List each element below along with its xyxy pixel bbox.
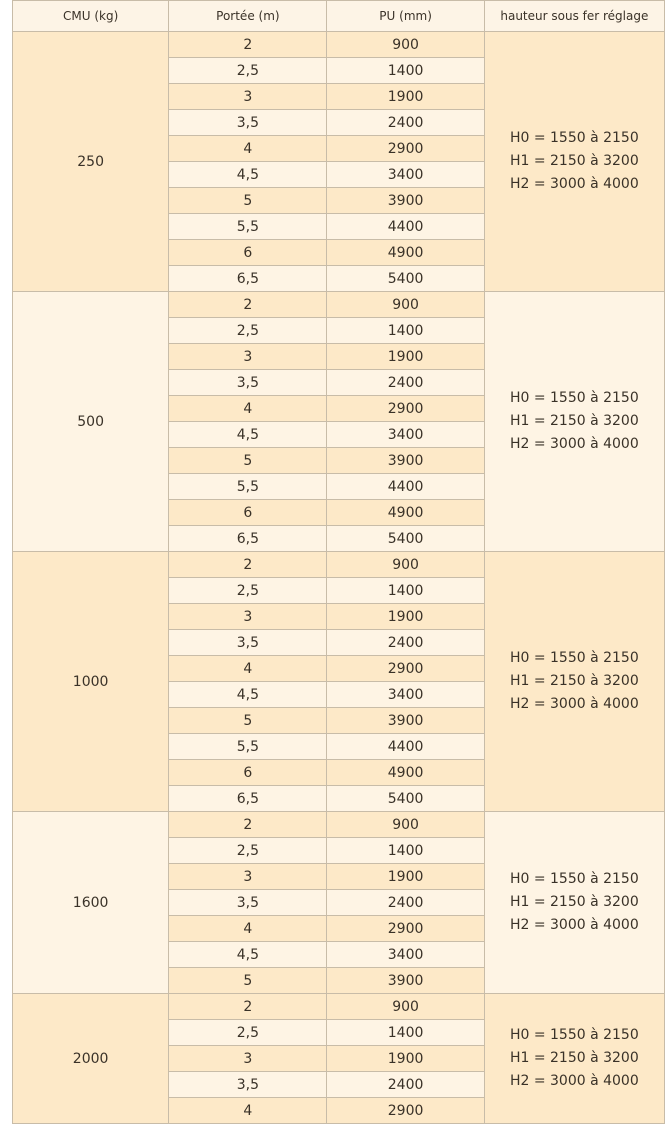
portee-cell: 4 <box>169 656 327 682</box>
portee-cell: 2,5 <box>169 578 327 604</box>
hauteur-cell <box>484 292 664 552</box>
table-row <box>13 32 665 58</box>
portee-cell: 5,5 <box>169 474 327 500</box>
portee-cell: 2 <box>169 32 327 58</box>
portee-cell: 3 <box>169 344 327 370</box>
hauteur-line: H1 = 2150 à 3200 <box>509 894 639 910</box>
pu-cell: 900 <box>327 812 484 838</box>
pu-cell: 4400 <box>327 214 484 240</box>
portee-cell: 5 <box>169 708 327 734</box>
cmu-cell: 1600 <box>13 812 169 994</box>
pu-cell: 1900 <box>327 1046 484 1072</box>
pu-cell: 1900 <box>327 604 484 630</box>
portee-cell: 2 <box>169 552 327 578</box>
portee-cell: 3,5 <box>169 1072 327 1098</box>
pu-cell: 2900 <box>327 656 484 682</box>
portee-cell: 3 <box>169 84 327 110</box>
pu-cell: 3900 <box>327 708 484 734</box>
hauteur-cell <box>484 994 664 1124</box>
pu-cell: 900 <box>327 552 484 578</box>
hauteur-line: H2 = 3000 à 4000 <box>509 176 639 192</box>
hauteur-line: H2 = 3000 à 4000 <box>509 1073 639 1089</box>
portee-cell: 2,5 <box>169 58 327 84</box>
portee-cell: 5 <box>169 188 327 214</box>
portee-cell: 3 <box>169 864 327 890</box>
pu-cell: 2400 <box>327 630 484 656</box>
header-row <box>13 1 665 32</box>
pu-cell: 3400 <box>327 682 484 708</box>
portee-cell: 5 <box>169 968 327 994</box>
pu-cell: 4900 <box>327 760 484 786</box>
pu-cell: 2900 <box>327 136 484 162</box>
table-row <box>13 812 665 838</box>
portee-cell: 4,5 <box>169 422 327 448</box>
pu-cell: 5400 <box>327 526 484 552</box>
pu-cell: 3900 <box>327 448 484 474</box>
portee-cell: 5 <box>169 448 327 474</box>
pu-cell: 3400 <box>327 422 484 448</box>
hauteur-line: H2 = 3000 à 4000 <box>509 696 639 712</box>
pu-cell: 3900 <box>327 968 484 994</box>
portee-cell: 3,5 <box>169 370 327 396</box>
portee-cell: 4 <box>169 1098 327 1124</box>
pu-cell: 2400 <box>327 110 484 136</box>
portee-cell: 2 <box>169 292 327 318</box>
pu-cell: 1400 <box>327 578 484 604</box>
portee-cell: 3 <box>169 604 327 630</box>
portee-cell: 6 <box>169 240 327 266</box>
hauteur-line: H0 = 1550 à 2150 <box>509 390 639 406</box>
portee-cell: 3,5 <box>169 630 327 656</box>
portee-cell: 6 <box>169 500 327 526</box>
pu-cell: 5400 <box>327 786 484 812</box>
hauteur-line: H0 = 1550 à 2150 <box>509 1027 639 1043</box>
pu-cell: 4400 <box>327 734 484 760</box>
portee-cell: 4,5 <box>169 162 327 188</box>
portee-cell: 6 <box>169 760 327 786</box>
cmu-cell: 2000 <box>13 994 169 1124</box>
table-row <box>13 552 665 578</box>
portee-cell: 2,5 <box>169 318 327 344</box>
pu-cell: 1400 <box>327 838 484 864</box>
pu-cell: 900 <box>327 292 484 318</box>
pu-cell: 1400 <box>327 318 484 344</box>
header-hauteur: hauteur sous fer réglage <box>484 1 664 32</box>
portee-cell: 4,5 <box>169 682 327 708</box>
portee-cell: 4 <box>169 916 327 942</box>
header-cmu: CMU (kg) <box>13 1 169 32</box>
table-row <box>13 292 665 318</box>
pu-cell: 900 <box>327 994 484 1020</box>
portee-cell: 2 <box>169 994 327 1020</box>
specs-table <box>12 0 665 1124</box>
hauteur-line: H1 = 2150 à 3200 <box>509 413 639 429</box>
hauteur-line: H1 = 2150 à 3200 <box>509 673 639 689</box>
cmu-cell: 500 <box>13 292 169 552</box>
portee-cell: 3 <box>169 1046 327 1072</box>
pu-cell: 2900 <box>327 1098 484 1124</box>
portee-cell: 2,5 <box>169 838 327 864</box>
hauteur-line: H1 = 2150 à 3200 <box>509 1050 639 1066</box>
table-body <box>13 32 665 1124</box>
portee-cell: 5,5 <box>169 214 327 240</box>
pu-cell: 2900 <box>327 396 484 422</box>
pu-cell: 1900 <box>327 864 484 890</box>
portee-cell: 6,5 <box>169 526 327 552</box>
pu-cell: 2400 <box>327 890 484 916</box>
header-portee: Portée (m) <box>169 1 327 32</box>
pu-cell: 4400 <box>327 474 484 500</box>
portee-cell: 2,5 <box>169 1020 327 1046</box>
cmu-cell: 250 <box>13 32 169 292</box>
portee-cell: 4,5 <box>169 942 327 968</box>
portee-cell: 5,5 <box>169 734 327 760</box>
pu-cell: 3900 <box>327 188 484 214</box>
cmu-cell: 1000 <box>13 552 169 812</box>
pu-cell: 1900 <box>327 344 484 370</box>
pu-cell: 1400 <box>327 58 484 84</box>
hauteur-line: H1 = 2150 à 3200 <box>509 153 639 169</box>
hauteur-line: H0 = 1550 à 2150 <box>509 871 639 887</box>
portee-cell: 3,5 <box>169 890 327 916</box>
portee-cell: 4 <box>169 396 327 422</box>
pu-cell: 1900 <box>327 84 484 110</box>
pu-cell: 3400 <box>327 162 484 188</box>
portee-cell: 6,5 <box>169 266 327 292</box>
portee-cell: 2 <box>169 812 327 838</box>
pu-cell: 2900 <box>327 916 484 942</box>
portee-cell: 3,5 <box>169 110 327 136</box>
hauteur-cell <box>484 32 664 292</box>
hauteur-line: H2 = 3000 à 4000 <box>509 917 639 933</box>
hauteur-cell <box>484 812 664 994</box>
hauteur-cell <box>484 552 664 812</box>
pu-cell: 900 <box>327 32 484 58</box>
pu-cell: 5400 <box>327 266 484 292</box>
hauteur-line: H2 = 3000 à 4000 <box>509 436 639 452</box>
pu-cell: 4900 <box>327 500 484 526</box>
hauteur-line: H0 = 1550 à 2150 <box>509 130 639 146</box>
header-pu: PU (mm) <box>327 1 484 32</box>
table-row <box>13 994 665 1020</box>
portee-cell: 4 <box>169 136 327 162</box>
portee-cell: 6,5 <box>169 786 327 812</box>
pu-cell: 2400 <box>327 370 484 396</box>
hauteur-line: H0 = 1550 à 2150 <box>509 650 639 666</box>
pu-cell: 1400 <box>327 1020 484 1046</box>
pu-cell: 2400 <box>327 1072 484 1098</box>
pu-cell: 4900 <box>327 240 484 266</box>
pu-cell: 3400 <box>327 942 484 968</box>
